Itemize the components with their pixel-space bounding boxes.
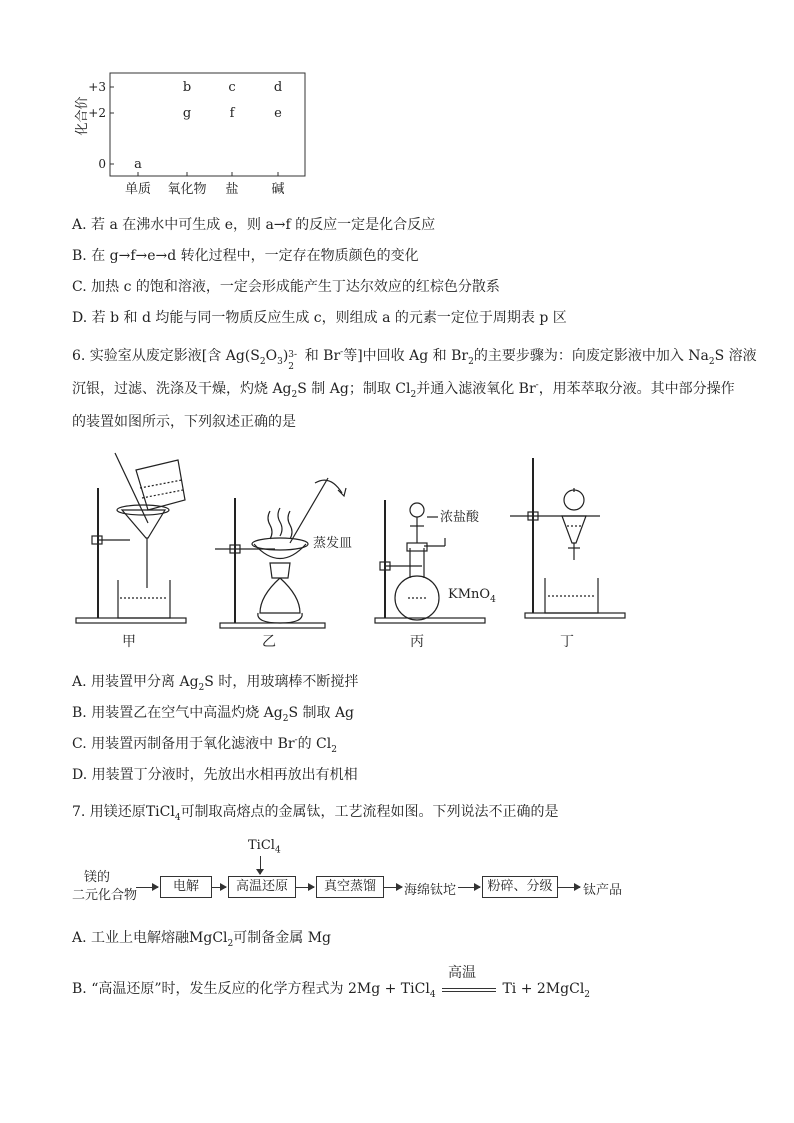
label-evaporating-dish: 蒸发皿: [313, 536, 353, 551]
apparatus-ding: [510, 458, 625, 618]
flow-arrow-3: [296, 887, 314, 888]
q6-option-b: B. 用装置乙在空气中高温灼烧 $Ag_2S$ 制取 Ag: [72, 705, 355, 724]
flow-step-crushing: 粉碎、分级: [482, 876, 558, 898]
flow-arrow-6: [558, 887, 580, 888]
x-tick-label: 单质: [124, 182, 152, 197]
apparatus-yi: [215, 478, 346, 628]
point-a: a: [134, 157, 142, 172]
y-tick-label: +2: [88, 106, 106, 120]
q6-option-a: A. 用装置甲分离 $Ag_2S$ 时，用玻璃棒不断搅拌: [72, 674, 359, 693]
apparatus-figure: [70, 448, 630, 653]
label-jia: 甲: [122, 634, 136, 650]
flow-product: 钛产品: [583, 883, 623, 898]
point-c: c: [228, 80, 236, 95]
q6-option-c: C. 用装置丙制备用于氧化滤液中 Br-的 $Cl_2$: [72, 735, 337, 755]
q6-stem-line3: 的装置如图所示，下列叙述正确的是: [72, 414, 296, 430]
q5-option-a: A. 若 a 在沸水中可生成 e，则 a→f 的反应一定是化合反应: [72, 217, 436, 233]
flow-ticl4: TiCl$_4$: [248, 838, 281, 856]
label-conc-hcl: 浓盐酸: [440, 510, 480, 525]
q5-option-b: B. 在 g→f→e→d 转化过程中，一定存在物质颜色的变化: [72, 248, 419, 264]
label-bing: 丙: [410, 634, 424, 650]
x-tick-label: 盐: [225, 182, 239, 197]
point-d: d: [273, 80, 283, 95]
apparatus-jia: [76, 453, 186, 623]
y-tick-label: 0: [98, 157, 106, 171]
x-tick-label: 氧化物: [167, 182, 207, 197]
x-tick-label: 碱: [271, 182, 285, 197]
q5-option-d: D. 若 b 和 d 均能与同一物质反应生成 c，则组成 a 的元素一定位于周期表 p 区: [72, 310, 567, 326]
q6-option-d: D. 用装置丁分液时，先放出水相再放出有机相: [72, 767, 358, 783]
point-b: b: [182, 80, 192, 95]
y-axis-label: 化合价: [75, 96, 90, 136]
reaction-condition: 高温: [440, 982, 498, 996]
flow-input-line2: 二元化合物: [72, 888, 138, 903]
flow-arrow-4: [384, 887, 402, 888]
flow-step-electrolysis: 电解: [160, 876, 212, 898]
valence-chart: [70, 68, 310, 200]
q7-stem: 7. 用镁还原TiCl$_4$可制取高熔点的金属钛，工艺流程如图。下列说法不正确的是: [72, 804, 559, 823]
flow-arrow-2: [212, 887, 226, 888]
q6-stem-line2: 沉银，过滤、洗涤及干燥，灼烧 $Ag_2S$ 制 Ag；制取 $Cl_2$并通入滤液氧化 Br-，用苯萃取分液。其中部分操作: [72, 380, 735, 400]
q6-stem-line1: 6. 实验室从废定影液[含 $Ag(S_2O_3)$ 3- 2 和 Br-等]中回收 Ag 和 $Br_2$的主要步骤为：向废定影液中加入 $Na_2S$ 溶液: [72, 347, 757, 372]
flow-arrow-5: [458, 887, 480, 888]
point-f: f: [229, 106, 235, 121]
q7-option-a: A. 工业上电解熔融MgCl$_2$可制备金属 Mg: [72, 930, 331, 949]
flow-step-distillation: 真空蒸馏: [316, 876, 384, 898]
y-tick-label: +3: [88, 80, 106, 94]
label-kmno4: KMnO$_4$: [448, 587, 496, 605]
chart-points: [134, 80, 282, 172]
label-ding: 丁: [560, 634, 574, 650]
flow-arrow-1: [136, 887, 158, 888]
flow-step-reduction: 高温还原: [228, 876, 296, 898]
flow-ticl4-arrowhead: [256, 869, 264, 875]
q5-option-c: C. 加热 c 的饱和溶液，一定会形成能产生丁达尔效应的红棕色分散系: [72, 279, 500, 295]
point-e: e: [274, 106, 282, 121]
label-yi: 乙: [262, 634, 276, 650]
flow-input-line1: 镁的: [84, 870, 111, 885]
point-g: g: [182, 106, 192, 121]
flow-sponge-ti: 海绵钛坨: [404, 883, 457, 898]
q7-option-b: B. “高温还原”时，发生反应的化学方程式为 2Mg + TiCl$_4$ 高温 Ti + 2MgCl$_2$: [72, 965, 591, 1000]
